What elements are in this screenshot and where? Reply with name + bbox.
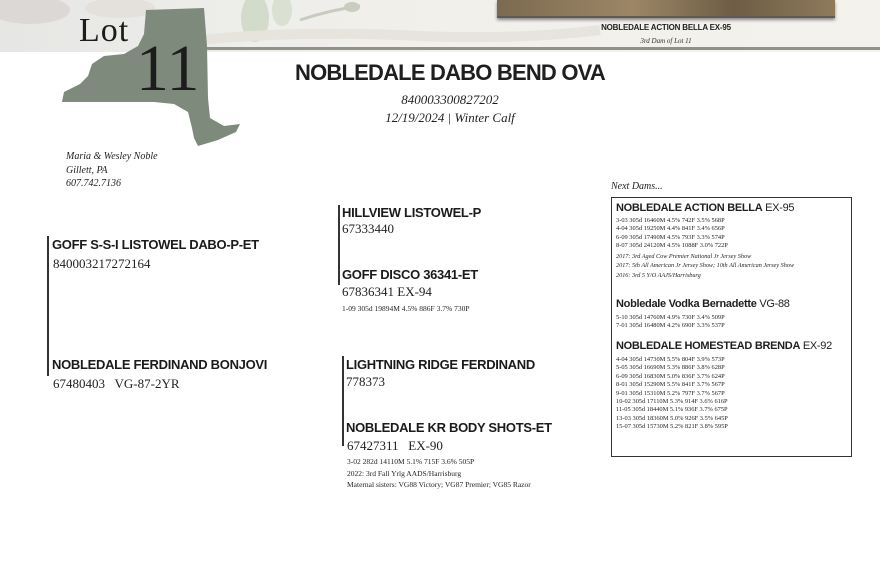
dam-reg: 67480403 VG-87-2YR [53, 376, 180, 391]
photo-caption: NOBLEDALE ACTION BELLA EX-95 [601, 23, 731, 32]
next-dam-1-name: NOBLEDALE ACTION BELLA [616, 202, 763, 214]
sire-sire-reg: 67333440 [342, 221, 394, 236]
lactation-record: 7-01 305d 16480M 4.2% 690F 3.3% 537P [616, 322, 725, 330]
next-dam-1-score: EX-95 [765, 202, 795, 214]
pedigree-line-1 [47, 236, 49, 376]
next-dam-2-name: Nobledale Vodka Bernadette [616, 298, 757, 310]
next-dam-1-records [616, 217, 794, 280]
next-dam-name [616, 340, 832, 352]
lactation-record: 8-01 305d 15290M 5.5% 841F 3.7% 567P [616, 381, 725, 389]
sire-reg: 840003217272164 [53, 256, 151, 271]
consignor-name: Maria & Wesley Noble [66, 151, 158, 162]
animal-registration: 840003300827202 [401, 92, 499, 107]
consignor-phone: 607.742.7136 [66, 178, 121, 189]
show-note: 2017: 3rd Aged Cow Premier National Jr Jersey Show [616, 252, 752, 260]
next-dams-box [611, 197, 852, 457]
lactation-record: 6-09 305d 17490M 4.5% 793F 3.3% 574P [616, 233, 725, 241]
next-dams-heading: Next Dams... [611, 181, 663, 192]
lactation-record: 5-05 305d 16690M 5.3% 886F 3.8% 628P [616, 364, 725, 372]
header-rule [180, 47, 880, 50]
sire-dam-record: 1-09 305d 19894M 4.5% 886F 3.7% 730P [342, 304, 470, 313]
lactation-record: 4-04 305d 19250M 4.4% 841F 3.4% 656P [616, 225, 725, 233]
dam-sire-name: LIGHTNING RIDGE FERDINAND [346, 357, 535, 372]
dam-dam-notes [347, 456, 531, 491]
lactation-record: 9-01 305d 15310M 5.2% 797F 3.7% 567P [616, 389, 725, 397]
dam-sire-reg: 778373 [346, 374, 385, 389]
next-dam-name [616, 202, 794, 214]
animal-name: NOBLEDALE DABO BEND OVA [295, 60, 605, 85]
lactation-record: 13-03 305d 18360M 5.0% 926F 3.5% 645P [616, 414, 728, 422]
pedigree-line-3 [342, 356, 344, 446]
lactation-record: 6-09 305d 16830M 5.0% 836F 3.7% 624P [616, 372, 725, 380]
dam-dam-reg: 67427311 EX-90 [347, 438, 443, 453]
photo-subcaption: 3rd Dam of Lot 11 [640, 37, 692, 45]
lot-number: 11 [136, 32, 200, 105]
lactation-record: 4-04 305d 14730M 5.5% 804F 3.9% 573P [616, 356, 725, 363]
sire-dam-reg: 67836341 EX-94 [342, 284, 432, 299]
animal-birth-line: 12/19/2024 | Winter Calf [385, 110, 515, 125]
lactation-record: 3-03 305d 16460M 4.5% 742F 3.5% 568P [616, 217, 725, 224]
consignor-location: Gillett, PA [66, 164, 108, 176]
lactation-record: 11-05 305d 18440M 5.1% 936F 3.7% 675P [616, 406, 728, 414]
dam-dam-name: NOBLEDALE KR BODY SHOTS-ET [346, 420, 552, 435]
show-note: 2017: 5th All American Jr Jersey Show; 10th All American Jersey Show [616, 262, 795, 270]
dam-dam-note: Maternal sisters: VG88 Victory; VG87 Premier; VG85 Razor [347, 480, 531, 489]
next-dam-2-records [616, 314, 725, 331]
sire-sire-name: HILLVIEW LISTOWEL-P [342, 205, 481, 220]
sire-name: GOFF S-S-I LISTOWEL DABO-P-ET [52, 237, 259, 252]
lactation-record: 15-07 305d 15730M 5.2% 821F 3.8% 595P [616, 423, 728, 431]
next-dam-3-records [616, 356, 728, 432]
lactation-record: 5-10 305d 14760M 4.9% 730F 3.4% 509P [616, 314, 725, 321]
next-dam-3-score: EX-92 [802, 340, 832, 352]
dam-dam-note: 3-02 282d 14110M 5.1% 715F 3.6% 505P [347, 457, 475, 466]
pedigree-line-2 [338, 205, 340, 285]
dam-dam-note: 2022: 3rd Fall Yrlg AADS/Harrisburg [347, 468, 462, 478]
sire-dam-name: GOFF DISCO 36341-ET [342, 267, 478, 282]
lot-label: Lot [79, 12, 130, 49]
next-dam-2-score: VG-88 [759, 298, 790, 310]
dam-name: NOBLEDALE FERDINAND BONJOVI [52, 357, 268, 372]
consignor-block [66, 150, 158, 191]
lactation-record: 8-07 305d 24120M 4.5% 1088F 3.0% 722P [616, 242, 728, 250]
lactation-record: 10-02 305d 17110M 5.3% 914F 3.6% 616P [616, 398, 728, 406]
show-note: 2016: 3rd 5 Y/O AAJS/Harrisburg [616, 271, 701, 279]
dam-photo [497, 0, 835, 18]
next-dam-name [616, 298, 790, 310]
next-dam-3-name: NOBLEDALE HOMESTEAD BRENDA [616, 340, 801, 352]
